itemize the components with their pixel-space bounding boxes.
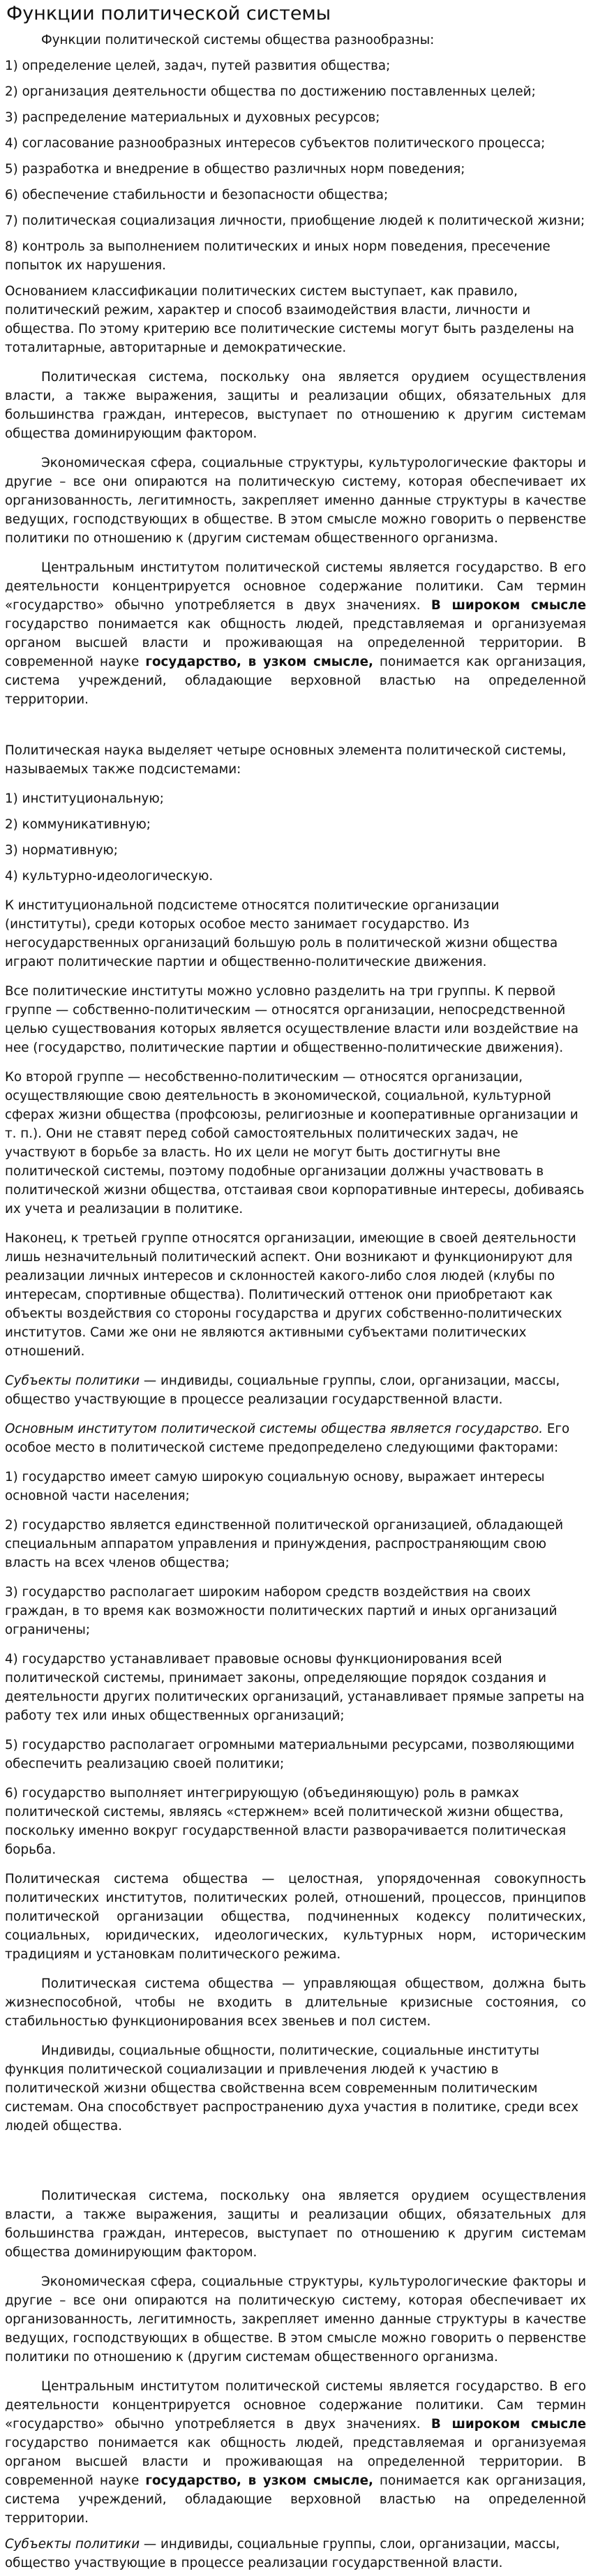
central-bold-narrow: государство, в узком смысле, <box>145 2473 373 2488</box>
central-text-c: государство понимается как общность людей, представляемая и организуемая органом высшей власти и проживающая на определенной территории. В современной науке <box>5 617 586 669</box>
function-item: 1) определение целей, задач, путей развития общества; <box>5 59 391 73</box>
subsystem-item: 1) институциональную; <box>5 791 164 806</box>
individuals-paragraph: Индивиды, социальные общности, политические, социальные институты функция политической социализации и привлечения людей к участию в политической жизни общества свойственна всем современным политическим системам. Она способствует распространению духа участия в политике, среди всех людей общества. <box>5 2043 579 2134</box>
function-item: 2) организация деятельности общества по достижению поставленных целей; <box>5 84 536 99</box>
classification-paragraph: Основанием классификации политических систем выступает, как правило, политический режим, характер и способ взаимодействия власти, личности и общества. По этому критерию все политические системы могут быть разделены на тоталитарные, авторитарные и демократические. <box>5 284 574 355</box>
function-item: 8) контроль за выполнением политических и иных норм поведения, пресечение попыток их нарушения. <box>5 239 551 273</box>
groups-third-paragraph: Наконец, к третьей группе относятся организации, имеющие в своей деятельности лишь незначительный политический аспект. Они возникают и функционируют для реализации личных интересов и склонностей какого-либо слоя людей (клубы по интересам, спортивные общества). Политический оттенок они приобретают как объекты воздействия со стороны государства и других собственно-политических институтов. Сами же они не являются активными субъектами политических отношений. <box>5 1231 576 1359</box>
central-text-c: государство понимается как общность людей, представляемая и организуемая органом высшей власти и проживающая на определенной территории. В современной науке <box>5 2436 586 2488</box>
main-institute-paragraph <box>5 1420 586 1457</box>
subjects-term: Субъекты политики <box>5 1373 140 1388</box>
main-institute-term: Основным институтом политической системы общества является государство. <box>5 1422 544 1436</box>
state-paragraph-1: Политическая система, поскольку она является орудием осуществления власти, а также выражения, защиты и реализации общих, обязательных для большинства граждан, интересов, выступает по отношению к другим системам общества доминирующим фактором. <box>5 370 586 441</box>
function-item: 5) разработка и внедрение в общество различных норм поведения; <box>5 162 465 177</box>
factor-item: 2) государство является единственной политической организацией, обладающей специальным аппаратом управления и принуждения, распространяющим свою власть на всех членов общества; <box>5 1518 564 1570</box>
subjects-paragraph-2 <box>5 2535 586 2573</box>
management-paragraph: Политическая система общества — управляющая обществом, должна быть жизнеспособной, чтобы не входить в длительные кризисные состояния, со стабильностью функционирования всех звеньев и пол систем. <box>5 1976 586 2029</box>
central-bold-broad: В широком смысле <box>431 598 586 613</box>
factor-item: 6) государство выполняет интегрирующую (объединяющую) роль в рамках политической системы, являясь «стержнем» всей политической жизни общества, поскольку именно вокруг государственной власти разворачивается политическая борьба. <box>5 1786 567 1857</box>
subjects-text: — индивиды, социальные группы, слои, организации, массы, общество участвующие в процессе реализации государственной власти. <box>5 2537 560 2570</box>
subsystem-item: 4) культурно-идеологическую. <box>5 869 214 884</box>
economy-paragraph-1: Экономическая сфера, социальные структуры, культурологические факторы и другие – все они опираются на политическую систему, которая обеспечивает их организованность, легитимность, закрепляет именно данные структуры в качестве ведущих, господствующих в обществе. В этом смысле можно говорить о первенстве политики по отношению к (другим системам общественного организма. <box>5 456 586 546</box>
central-bold-narrow: государство, в узком смысле, <box>145 655 373 669</box>
subjects-paragraph-1 <box>5 1371 586 1409</box>
factor-item: 4) государство устанавливает правовые основы функционирования всей политической системы, принимает законы, определяющие порядок создания и деятельности других политических организаций, устанавливает прямые запреты на работу тех или иных общественных организаций; <box>5 1652 585 1723</box>
blank-spacer <box>5 2146 586 2187</box>
subsystem-item: 3) нормативную; <box>5 843 118 858</box>
central-text-a: Центральным институтом политической системы является государство. В его деятельности концентрируется основное содержание политики. Сам термин «государство» обычно употребляется в двух значениях. <box>5 2379 586 2432</box>
factor-item: 5) государство располагает огромными материальными ресурсами, позволяющими обеспечить реализацию своей политики; <box>5 1738 575 1771</box>
economy-paragraph-2: Экономическая сфера, социальные структуры, культурологические факторы и другие – все они опираются на политическую систему, которая обеспечивает их организованность, легитимность, закрепляет именно данные структуры в качестве ведущих, господствующих в обществе. В этом смысле можно говорить о первенстве политики по отношению к (другим системам общественного организма. <box>5 2275 586 2365</box>
central-text-d: понимается как организация, система учреждений, обладающие верховной властью на определенной территории. <box>5 655 586 707</box>
subjects-term: Субъекты политики <box>5 2537 140 2552</box>
function-item: 4) согласование разнообразных интересов субъектов политического процесса; <box>5 136 546 151</box>
central-institute-paragraph-1 <box>5 558 586 709</box>
groups-first-paragraph: Все политические институты можно условно разделить на три группы. К первой группе — собственно-политическим — относятся организации, непосредственной целью существования которых является осуществление власти или воздействие на нее (государство, политические партии и общественно-политические движения). <box>5 984 579 1055</box>
page-title: Функции политической системы <box>6 3 331 24</box>
subsystem-item: 2) коммуникативную; <box>5 817 151 832</box>
definition-paragraph: Политическая система общества — целостная, упорядоченная совокупность политических институтов, политических ролей, отношений, процессов, принципов политической организации общества, подчиненных кодексу политических, социальных, юридических, идеологических, культурных норм, историческим традициям и установкам политического режима. <box>5 1872 586 1962</box>
functions-intro: Функции политической системы общества разнообразны: <box>41 33 435 47</box>
central-text-d: понимается как организация, система учреждений, обладающие верховной властью на определенной территории. <box>5 2473 586 2526</box>
four-elements-intro: Политическая наука выделяет четыре основных элемента политической системы, называемых также подсистемами: <box>5 743 567 777</box>
institutional-paragraph: К институциональной подсистеме относятся политические организации (институты), среди которых особое место занимает государство. Из негосударственных организаций большую роль в политической жизни общества играют политические партии и общественно-политические движения. <box>5 898 558 969</box>
central-bold-broad: В широком смысле <box>431 2417 586 2432</box>
factor-item: 1) государство имеет самую широкую социальную основу, выражает интересы основной части населения; <box>5 1470 545 1503</box>
factor-item: 3) государство располагает широким набором средств воздействия на своих граждан, в то время как возможности политических партий и иных организаций ограничены; <box>5 1585 558 1637</box>
state-paragraph-2: Политическая система, поскольку она является орудием осуществления власти, а также выражения, защиты и реализации общих, обязательных для большинства граждан, интересов, выступает по отношению к другим системам общества доминирующим фактором. <box>5 2189 586 2260</box>
central-institute-paragraph-2 <box>5 2377 586 2528</box>
subjects-text: — индивиды, социальные группы, слои, организации, массы, общество участвующие в процессе реализации государственной власти. <box>5 1373 560 1407</box>
function-item: 6) обеспечение стабильности и безопасности общества; <box>5 188 389 202</box>
main-institute-text: Его особое место в политической системе предопределено следующими факторами: <box>5 1422 570 1455</box>
function-item: 3) распределение материальных и духовных ресурсов; <box>5 110 380 125</box>
central-text-a: Центральным институтом политической системы является государство. В его деятельности концентрируется основное содержание политики. Сам термин «государство» обычно употребляется в двух значениях. <box>5 560 586 613</box>
function-item: 7) политическая социализация личности, приобщение людей к политической жизни; <box>5 214 585 228</box>
groups-second-paragraph: Ко второй группе — несобственно-политическим — относятся организации, осуществляющие свою деятельность в экономической, социальной, культурной сферах жизни общества (профсоюзы, религиозные и кооперативные организации и т. п.). Они не ставят перед собой самостоятельных политических задач, не участвуют в борьбе за власть. Но их цели не могут быть достигнуты вне политической системы, поэтому подобные организации должны участвовать в политической жизни общества, отстаивая свои корпоративные интересы, добиваясь их учета и реализации в политике. <box>5 1070 585 1216</box>
